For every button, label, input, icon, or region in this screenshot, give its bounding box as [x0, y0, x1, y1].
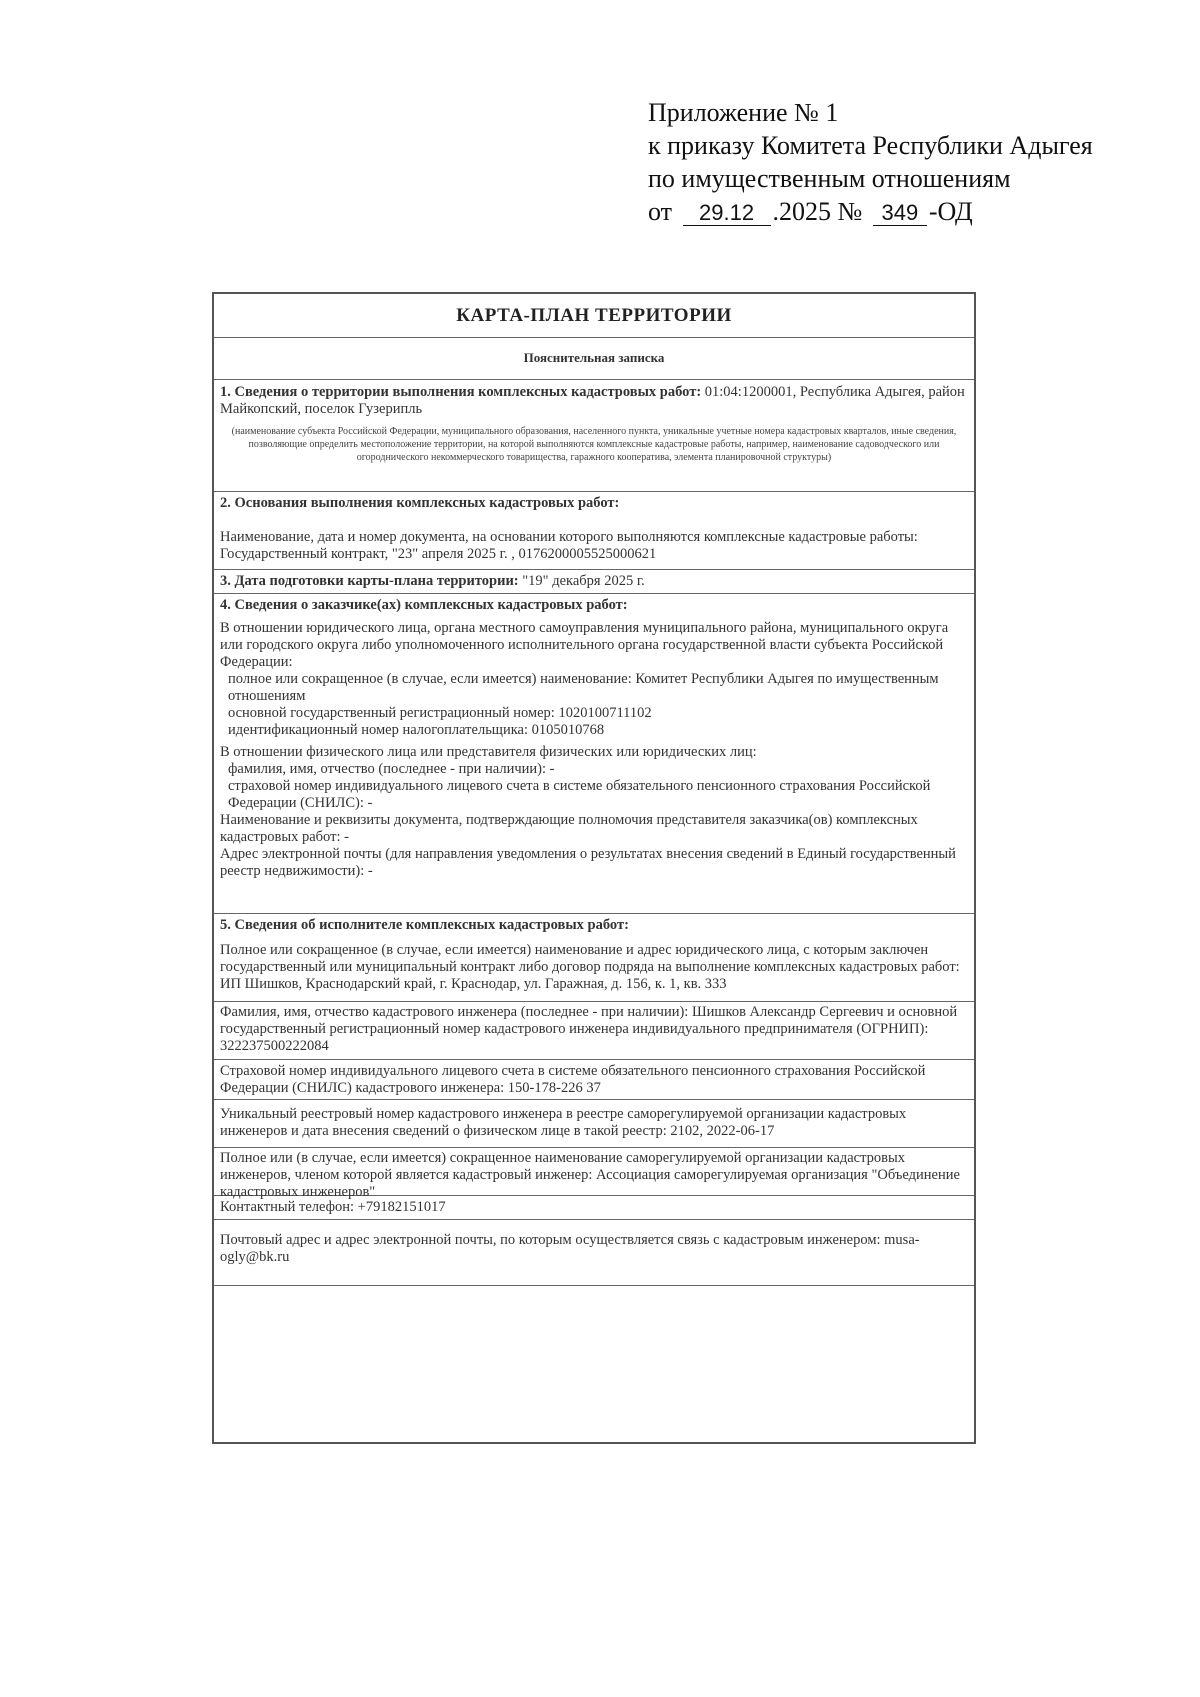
- section-5-label: 5. Сведения об исполнителе комплексных кадастровых работ:: [220, 917, 629, 933]
- section-2-text: Наименование, дата и номер документа, на основании которого выполняются комплексные кадастровые работы: Государственный контракт, "23" апреля 2025 г. , 0176200005525000621: [220, 529, 918, 562]
- section-3: [214, 570, 974, 594]
- section-3-value: "19" декабря 2025 г.: [518, 573, 645, 589]
- order-date: 29.12: [683, 201, 771, 226]
- section-5: [214, 914, 974, 1002]
- section-4: [214, 594, 974, 914]
- customer-email: Адрес электронной почты (для направления уведомления о результатах внесения сведений в Единый государственный реестр недвижимости): -: [220, 846, 956, 879]
- individual-fio: фамилия, имя, отчество (последнее - при наличии): -: [228, 761, 555, 777]
- individual-snils: страховой номер индивидуального лицевого счета в системе обязательного пенсионного страхования Российской Федерации (СНИЛС): -: [228, 778, 931, 811]
- section-2: [214, 492, 974, 570]
- section-2-label: 2. Основания выполнения комплексных кадастровых работ:: [220, 495, 620, 511]
- section-1-value: 01:04:1200001, Республика Адыгея, район Майкопский, поселок Гузерипль: [220, 384, 965, 417]
- individual-intro: В отношении физического лица или представителя физических или юридических лиц:: [220, 744, 757, 760]
- order-year: .2025 №: [772, 197, 863, 226]
- order-number: 349: [873, 201, 927, 226]
- contact-address: Почтовый адрес и адрес электронной почты, по которым осуществляется связь с кадастровым инженером: musa-ogly@bk.ru: [214, 1220, 974, 1286]
- section-1-note: (наименование субъекта Российской Федерации, муниципального образования, населенного пункта, уникальные учетные номера кадастровых кварталов, иные сведения, позволяющие определить местоположение территории, на которой выполняются комплексные кадастровые работы, например, наименование садоводческого или огороднического некоммерческого товарищества, гаражного кооператива, элемента планировочной структуры): [231, 426, 957, 463]
- document-header: [648, 96, 1188, 228]
- legal-entity-inn: идентификационный номер налогоплательщика: 0105010768: [228, 722, 605, 738]
- legal-entity-intro: В отношении юридического лица, органа местного самоуправления муниципального района, муниципального округа или городского округа либо уполномоченного исполнительного органа государственной власти субъекта Российской Федерации:: [220, 620, 949, 670]
- section-1-label: 1. Сведения о территории выполнения комплексных кадастровых работ:: [220, 384, 702, 400]
- engineer-snils: Страховой номер индивидуального лицевого счета в системе обязательного пенсионного страхования Российской Федерации (СНИЛС) кадастрового инженера: 150-178-226 37: [214, 1060, 974, 1100]
- contractor-organization: Полное или сокращенное (в случае, если имеется) наименование и адрес юридического лица, с которым заключен государственный или муниципальный контракт либо договор подряда на выполнение комплексных кадастровых работ: ИП Шишков, Краснодарский край, г. Краснодар, ул. Гаражная, д. 156, к. 1, кв. 333: [220, 942, 960, 992]
- committee-name: по имущественным отношениям: [648, 164, 1011, 193]
- order-suffix: -ОД: [928, 197, 973, 226]
- date-prefix: от: [648, 197, 673, 226]
- appendix-title: Приложение № 1: [648, 98, 839, 127]
- section-4-label: 4. Сведения о заказчике(ах) комплексных кадастровых работ:: [220, 597, 628, 613]
- section-1: [214, 380, 974, 492]
- order-reference: к приказу Комитета Республики Адыгея: [648, 131, 1093, 160]
- section-3-label: 3. Дата подготовки карты-плана территории:: [220, 573, 519, 589]
- legal-entity-ogrn: основной государственный регистрационный номер: 1020100711102: [228, 705, 652, 721]
- engineer-registry: Уникальный реестровый номер кадастрового инженера в реестре саморегулируемой организации кадастровых инженеров и дата внесения сведений о физическом лице в такой реестр: 2102, 2022-06-17: [214, 1100, 974, 1148]
- territory-plan-form: [212, 292, 976, 1444]
- representative-document: Наименование и реквизиты документа, подтверждающие полномочия представителя заказчика(ов) комплексных кадастровых работ: -: [220, 812, 918, 845]
- contact-phone: Контактный телефон: +79182151017: [214, 1196, 974, 1220]
- form-subtitle: Пояснительная записка: [214, 338, 974, 380]
- sro-name: Полное или (в случае, если имеется) сокращенное наименование саморегулируемой организации кадастровых инженеров, членом которой является кадастровый инженер: Ассоциация саморегулируемая организация "Объединение кадастровых инженеров": [214, 1148, 974, 1196]
- engineer-info: Фамилия, имя, отчество кадастрового инженера (последнее - при наличии): Шишков Александр Сергеевич и основной государственный регистрационный номер кадастрового инженера индивидуального предпринимателя (ОГРНИП): 322237500222084: [214, 1002, 974, 1060]
- empty-section: [214, 1286, 974, 1442]
- order-date-line: [648, 195, 1188, 228]
- form-title: КАРТА-ПЛАН ТЕРРИТОРИИ: [214, 294, 974, 338]
- legal-entity-name: полное или сокращенное (в случае, если имеется) наименование: Комитет Республики Адыгея по имущественным отношениям: [228, 671, 939, 704]
